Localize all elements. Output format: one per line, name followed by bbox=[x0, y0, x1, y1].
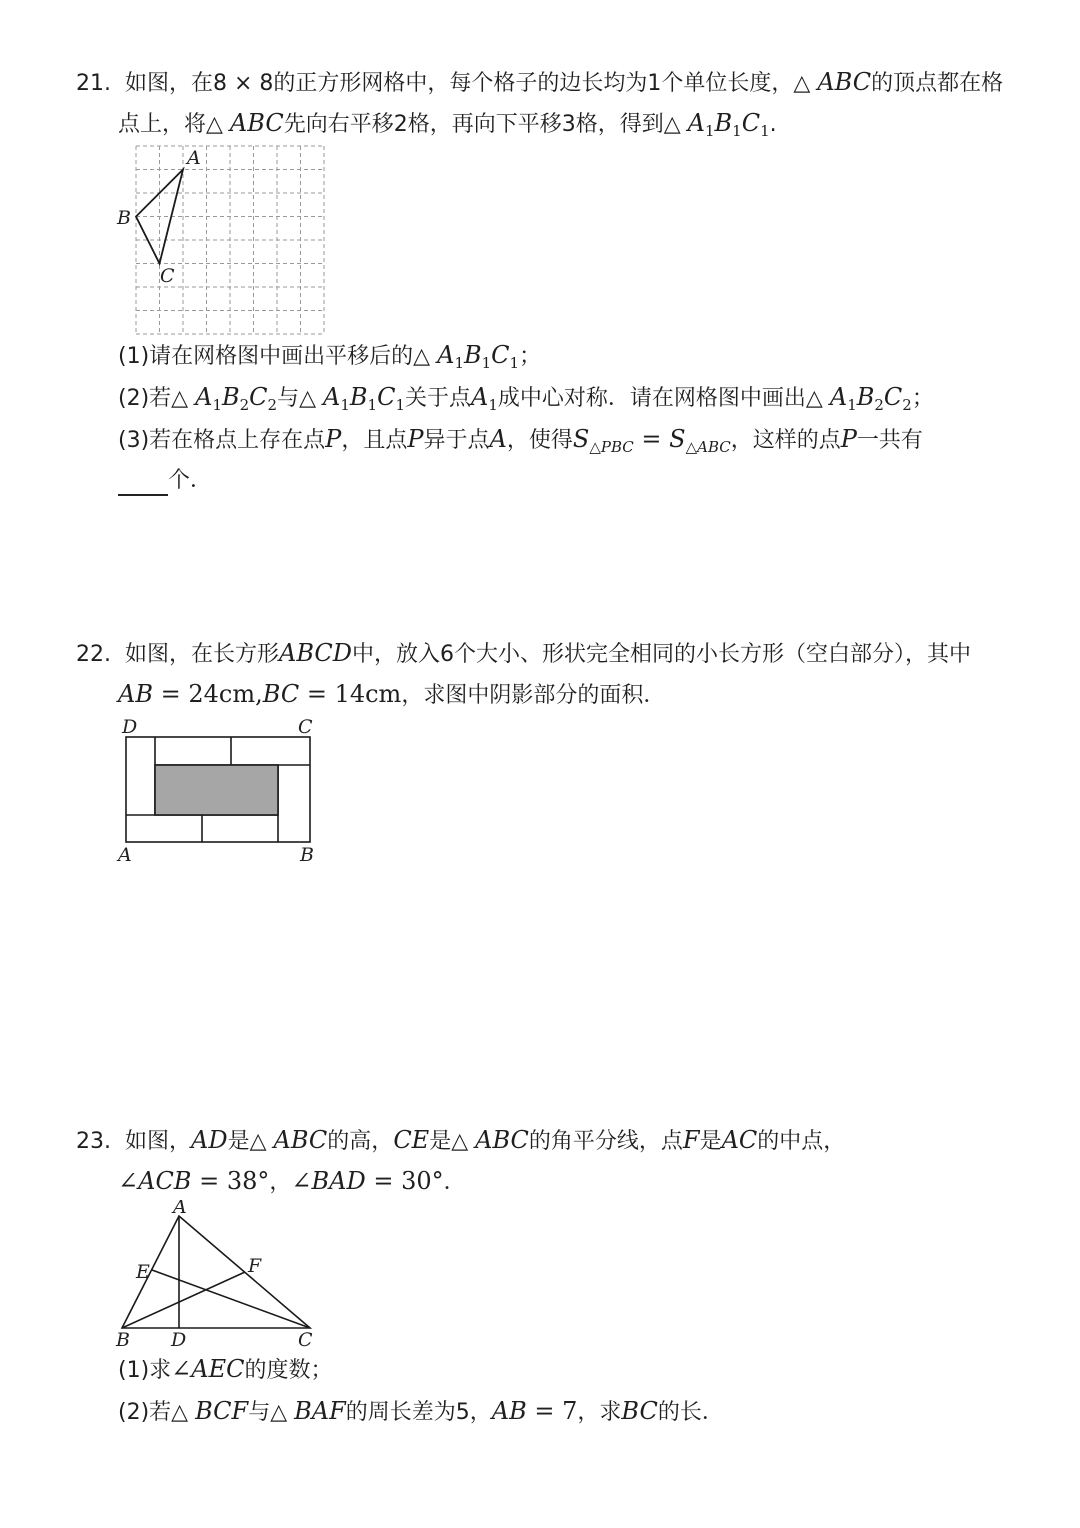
q21-line-2: 点上，将△ ABC先向右平移2格，再向下平移3格，得到△ $A_1B_1C_1$. bbox=[118, 109, 777, 140]
q23-number: 23. bbox=[76, 1129, 111, 1154]
q23-label-e: E bbox=[136, 1261, 150, 1283]
q21-part-2: (2)若△ $A_1B_2C_2$与△ $A_1B_1C_1$关于点$A_1$成中心对称．请在网格图中画出△ $A_1B_2C_2$； bbox=[118, 383, 934, 414]
q21-part-3: (3)若在格点上存在点P，且点P异于点A，使得$S_{\triangle PBC} = S_{\triangle ABC}$，这样的点P一共有 bbox=[118, 425, 923, 456]
q23-line-2: ∠ACB = 38°，∠BAD = 30°． bbox=[118, 1167, 466, 1195]
q22-label-c: C bbox=[298, 716, 313, 738]
q23-triangle-abc bbox=[122, 1216, 310, 1328]
q21-answer-blank[interactable] bbox=[118, 474, 168, 496]
q22-label-d: D bbox=[122, 716, 138, 738]
q22-rectangle-figure bbox=[112, 712, 327, 870]
q22-label-b: B bbox=[300, 844, 314, 866]
q23-triangle-figure bbox=[112, 1200, 327, 1350]
q21-part-1: (1)请在网格图中画出平移后的△ $A_1B_1C_1$； bbox=[118, 341, 542, 372]
q23-part-2: (2)若△ BCF与△ BAF的周长差为5，AB = 7，求BC的长． bbox=[118, 1397, 724, 1425]
q21-line-1: 21. 如图，在8 × 8的正方形网格中，每个格子的边长均为1个单位长度，△ ABC的顶点都在格 bbox=[76, 68, 1004, 96]
q21-number: 21. bbox=[76, 71, 111, 96]
q23-label-a: A bbox=[173, 1200, 187, 1218]
q21-answer-line: 个． bbox=[118, 466, 212, 496]
q22-number: 22. bbox=[76, 642, 111, 667]
q22-shaded-region bbox=[155, 765, 278, 815]
q22-line-2: AB = 24cm,BC = 14cm，求图中阴影部分的面积． bbox=[118, 680, 666, 708]
q23-line-1: 23. 如图，AD是△ ABC的高，CE是△ ABC的角平分线，点F是AC的中点， bbox=[76, 1126, 846, 1154]
q23-label-c: C bbox=[298, 1329, 313, 1350]
q22-line-1: 22. 如图，在长方形ABCD中，放入6个大小、形状完全相同的小长方形（空白部分），其中 bbox=[76, 639, 972, 667]
q23-label-d: D bbox=[171, 1329, 187, 1350]
q21-label-b: B bbox=[117, 207, 131, 229]
q21-label-c: C bbox=[160, 265, 175, 287]
q23-part-1: (1)求∠AEC的度数； bbox=[118, 1355, 333, 1383]
q21-grid-figure bbox=[112, 140, 332, 340]
q22-label-a: A bbox=[118, 844, 132, 866]
q21-label-a: A bbox=[187, 147, 201, 169]
q23-label-f: F bbox=[248, 1255, 262, 1277]
q23-label-b: B bbox=[116, 1329, 130, 1350]
q21-dashed-grid bbox=[136, 146, 324, 334]
